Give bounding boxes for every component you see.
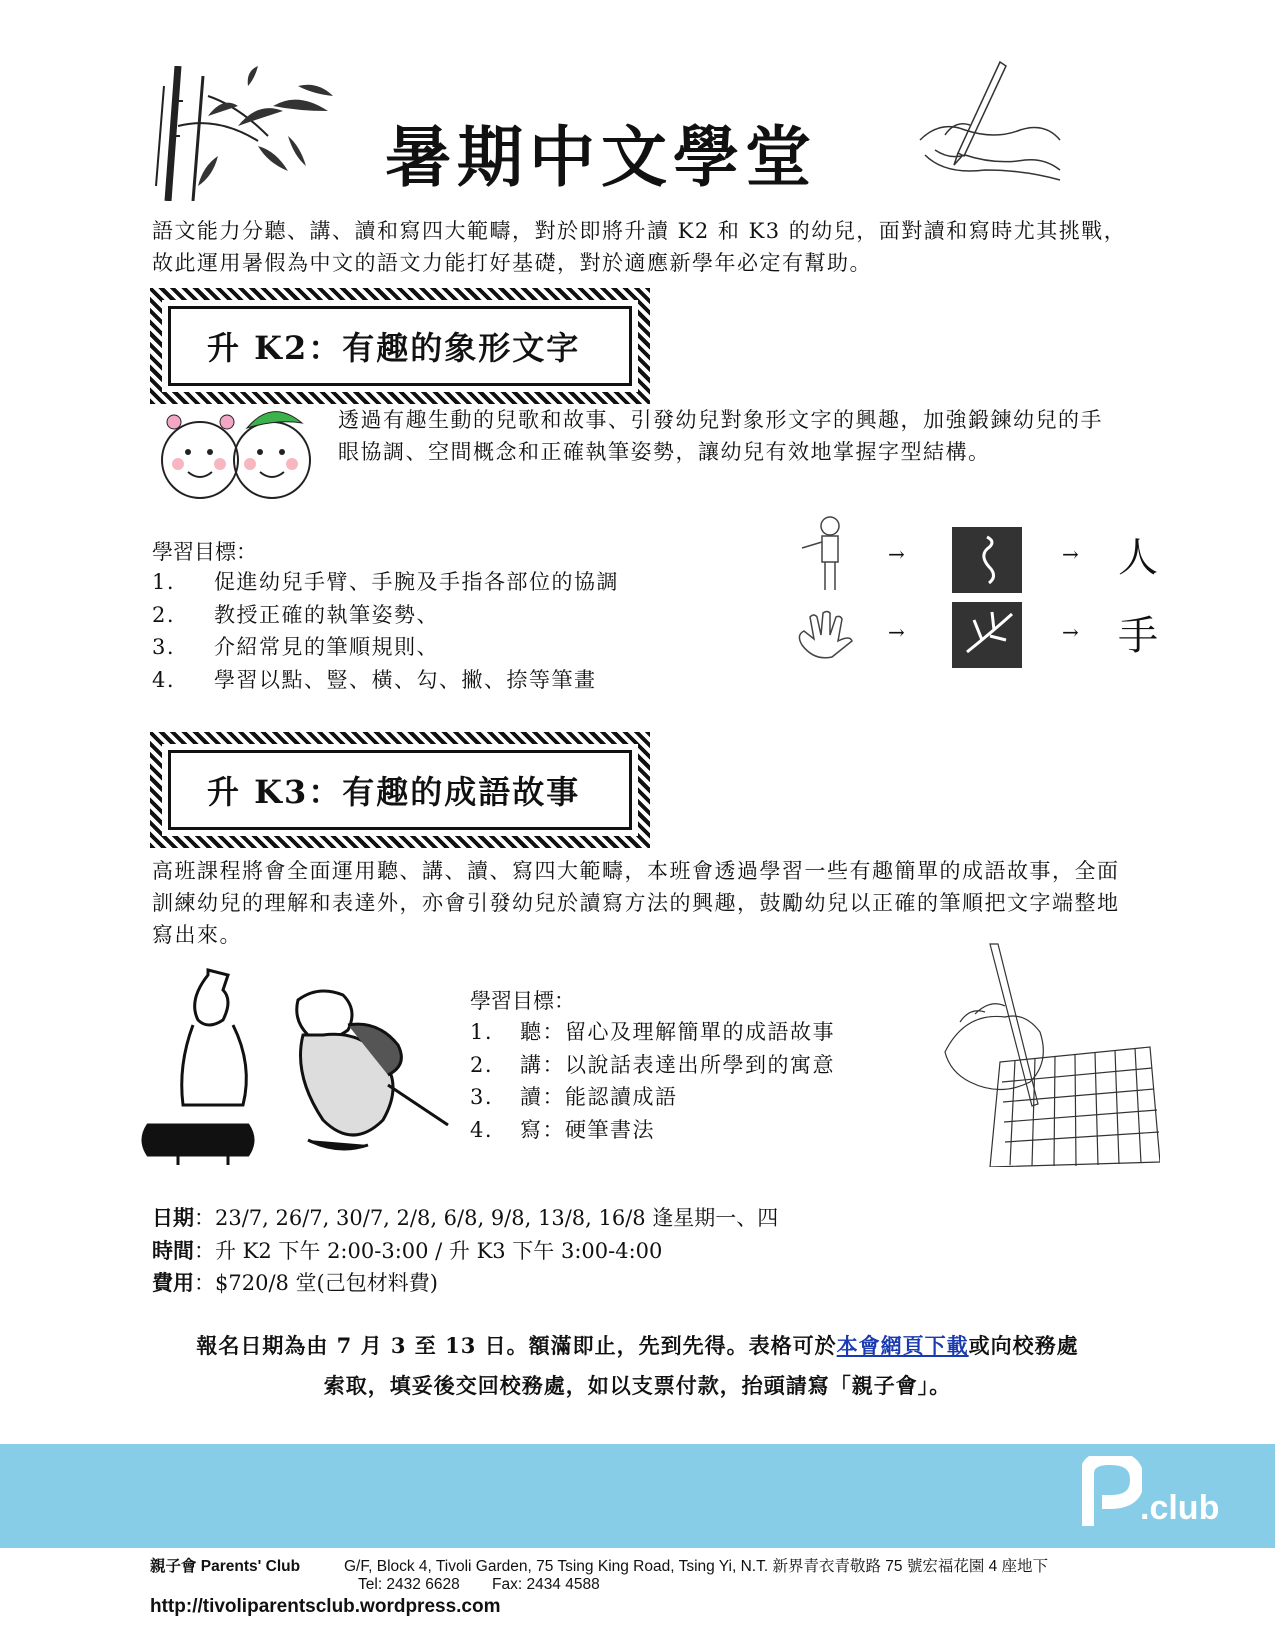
children-faces-illustration bbox=[152, 400, 322, 505]
list-item: 2. 講：以說話表達出所學到的寓意 bbox=[470, 1052, 835, 1077]
pictograph-diagram bbox=[800, 512, 1180, 672]
list-item: 2. 教授正確的執筆姿勢、 bbox=[152, 602, 439, 627]
k3-description: 高班課程將會全面運用聽、講、讀、寫四大範疇，本班會透過學習一些有趣簡單的成語故事，全面訓練幼兒的理解和表達外，亦會引發幼兒於讀寫方法的興趣，鼓勵幼兒以正確的筆順把文字端整地寫出來。 bbox=[152, 859, 1120, 947]
arrow-icon: → bbox=[1062, 620, 1079, 644]
time-label: 時間 bbox=[152, 1237, 194, 1263]
k2-heading: 升 K2：有趣的象形文字 bbox=[207, 329, 581, 367]
fee-row bbox=[152, 1267, 778, 1300]
date-label: 日期 bbox=[152, 1205, 194, 1230]
k2-heading-frame bbox=[150, 288, 650, 404]
footer-address: G/F, Block 4, Tivoli Garden, 75 Tsing King Road, Tsing Yi, N.T. 新界青衣青敬路 75 號宏福花園 4 座地下 bbox=[344, 1558, 1049, 1575]
list-item: 3. 介紹常見的筆順規則、 bbox=[152, 635, 439, 659]
k2-goals-label: 學習目標： bbox=[152, 540, 257, 564]
modern-char-hand: 手 bbox=[1118, 613, 1158, 659]
page-title: 暑期中文學堂 bbox=[385, 119, 817, 196]
list-item: 3. 讀：能認讀成語 bbox=[470, 1085, 678, 1109]
arrow-icon: → bbox=[888, 542, 905, 566]
scholars-illustration bbox=[138, 965, 468, 1165]
k3-heading: 升 K3：有趣的成語故事 bbox=[207, 773, 581, 811]
time-value: ：升 K2 下午 2:00-3:00 / 升 K3 下午 3:00-4:00 bbox=[194, 1238, 663, 1263]
oracle-bone-person-glyph bbox=[952, 527, 1022, 593]
footer-org: 親子會 Parents' Club bbox=[150, 1558, 301, 1575]
schedule-info bbox=[152, 1202, 778, 1300]
time-row bbox=[152, 1235, 778, 1268]
k2-goals-list bbox=[152, 566, 619, 696]
k3-heading-inner bbox=[168, 750, 632, 830]
registration-notice bbox=[140, 1326, 1135, 1406]
date-row bbox=[152, 1202, 778, 1235]
arrow-icon: → bbox=[1062, 542, 1079, 566]
notice-line-1: 報名日期為由 7 月 3 至 13 日。額滿即止，先到先得。表格可於本會網頁下載或向校務處 bbox=[196, 1333, 1079, 1358]
download-link[interactable]: 本會網頁下載 bbox=[836, 1333, 969, 1358]
oracle-bone-hand-glyph bbox=[952, 602, 1022, 668]
pclub-logo-text: .club bbox=[1140, 1489, 1220, 1527]
list-item: 1. 聽：留心及理解簡單的成語故事 bbox=[470, 1020, 835, 1044]
person-figure-icon bbox=[800, 514, 850, 594]
modern-char-person: 人 bbox=[1118, 535, 1158, 581]
footer-fax: Fax: 2434 4588 bbox=[492, 1576, 600, 1593]
k2-heading-inner bbox=[168, 306, 632, 386]
writing-hand-illustration bbox=[915, 60, 1065, 190]
list-item: 4. 寫：硬筆書法 bbox=[470, 1117, 655, 1142]
bamboo-illustration bbox=[148, 66, 338, 201]
date-value: ：23/7, 26/7, 30/7, 2/8, 6/8, 9/8, 13/8, 16/8 逢星期一、四 bbox=[194, 1206, 779, 1230]
k2-description: 透過有趣生動的兒歌和故事、引發幼兒對象形文字的興趣，加強鍛鍊幼兒的手眼協調、空間概念和正確執筆姿勢，讓幼兒有效地掌握字型結構。 bbox=[338, 408, 1103, 464]
footer-tel: Tel: 2432 6628 bbox=[358, 1576, 460, 1593]
list-item: 4. 學習以點、豎、橫、勾、撇、捺等筆畫 bbox=[152, 667, 597, 692]
footer-url[interactable]: http://tivoliparentsclub.wordpress.com bbox=[150, 1596, 501, 1617]
pclub-logo-p bbox=[1082, 1456, 1142, 1526]
arrow-icon: → bbox=[888, 620, 905, 644]
fee-value: ：$720/8 堂(己包材料費) bbox=[194, 1271, 438, 1295]
intro-paragraph: 語文能力分聽、講、讀和寫四大範疇，對於即將升讀 K2 和 K3 的幼兒，面對讀和寫時尤其挑戰，故此運用暑假為中文的語文力能打好基礎，對於適應新學年必定有幫助。 bbox=[152, 219, 1127, 275]
hand-outline-icon bbox=[794, 610, 854, 660]
list-item: 1. 促進幼兒手臂、手腕及手指各部位的協調 bbox=[152, 570, 619, 594]
writing-grid-illustration bbox=[940, 942, 1160, 1167]
notice-line-2: 索取，填妥後交回校務處，如以支票付款，抬頭請寫「親子會」。 bbox=[323, 1373, 952, 1398]
k3-goals-list bbox=[470, 1016, 835, 1146]
fee-label: 費用 bbox=[152, 1270, 194, 1295]
k3-goals-label: 學習目標： bbox=[470, 989, 575, 1013]
k3-heading-frame bbox=[150, 732, 650, 848]
